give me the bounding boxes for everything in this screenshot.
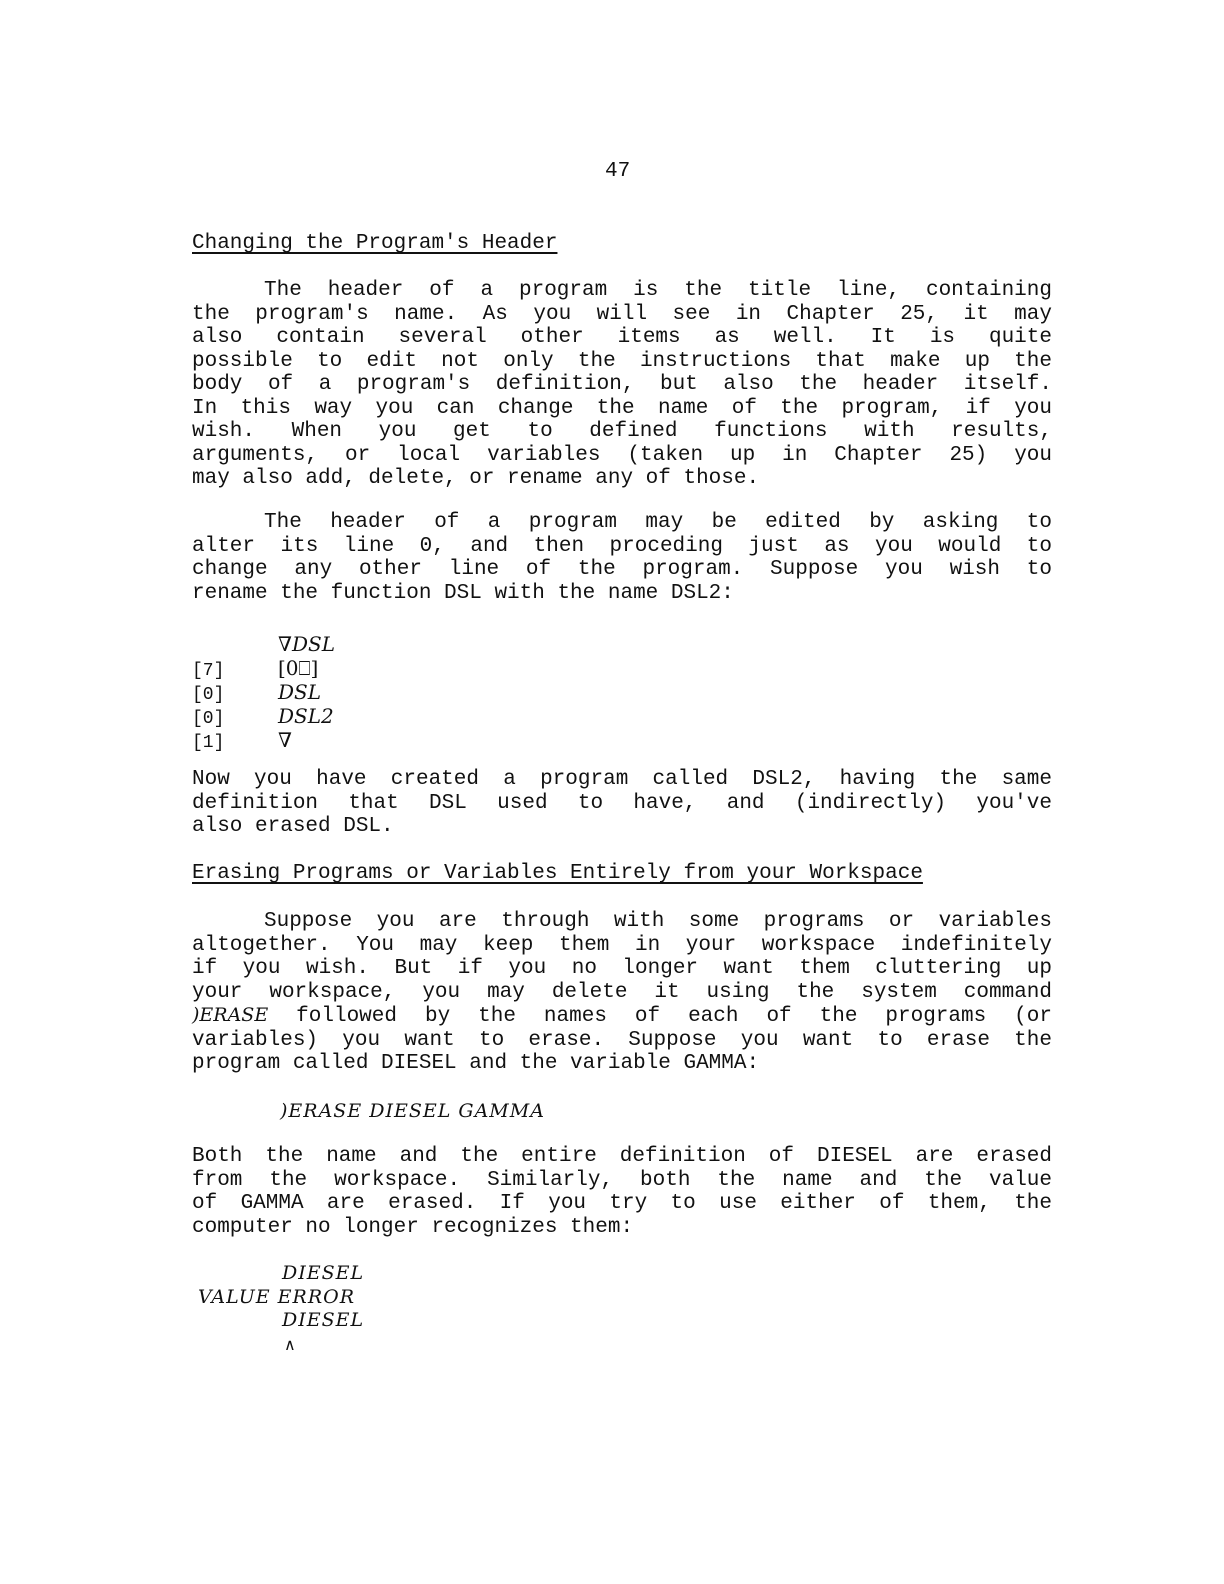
paragraph-header-edit (192, 511, 1052, 605)
erase-command-example: )ERASE DIESEL GAMMA (280, 1100, 545, 1122)
text-line: change any other line of the program. Suppose you wish to (192, 558, 1052, 581)
page-number: 47 (605, 160, 631, 183)
line-label: [0] (192, 685, 225, 705)
line-label: [0] (192, 709, 225, 729)
text-line: definition that DSL used to have, and (indirectly) you've (192, 791, 1052, 815)
text-line: also contain several other items as well. It is quite (192, 326, 1052, 349)
text-line: In this way you can change the name of the program, if you (192, 396, 1052, 420)
text-line: your workspace, you may delete it using the system command (192, 980, 1052, 1004)
code-value: DSL (278, 680, 322, 704)
code-value: DSL2 (278, 704, 334, 728)
text-line: body of a program's definition, but also the header itself. (192, 373, 1052, 396)
code-echo: DIESEL (282, 1309, 365, 1331)
text-line: possible to edit not only the instructions that make up the (192, 349, 1052, 373)
section-heading-erasing: Erasing Programs or Variables Entirely from your Workspace (192, 862, 923, 885)
code-row (192, 704, 335, 728)
value-error-example (198, 1262, 364, 1356)
text-line: wish. When you get to defined functions with results, (192, 420, 1052, 443)
section-heading-changing-header: Changing the Program's Header (192, 232, 558, 255)
text-line: Both the name and the entire definition of DIESEL are erased (192, 1145, 1052, 1168)
paragraph-header-intro (192, 279, 1052, 491)
code-value: [0⎕] (278, 656, 319, 680)
text-line: Suppose you are through with some programs or variables (264, 910, 1052, 933)
text-line: alter its line 0, and then proceding just as you would to (192, 534, 1052, 558)
text-line: of GAMMA are erased. If you try to use either of them, the (192, 1192, 1052, 1215)
code-row (192, 656, 335, 680)
text-line: from the workspace. Similarly, both the name and the value (192, 1168, 1052, 1192)
text-line (192, 1004, 1052, 1029)
code-value: ∇DSL (278, 632, 335, 656)
code-row (192, 728, 335, 752)
text-line: the program's name. As you will see in Chapter 25, it may (192, 302, 1052, 326)
text-line: may also add, delete, or rename any of those. (192, 467, 760, 490)
error-message: VALUE ERROR (198, 1285, 356, 1308)
text-line: variables) you want to erase. Suppose you want to erase the (192, 1028, 1052, 1052)
text-line: computer no longer recognizes them: (192, 1215, 634, 1239)
code-input: DIESEL (282, 1262, 365, 1284)
paragraph-erase-intro (192, 910, 1052, 1076)
line-label: [7] (192, 661, 225, 681)
text-line: arguments, or local variables (taken up in Chapter 25) you (192, 443, 1052, 467)
text-line: also erased DSL. (192, 815, 394, 838)
code-row (192, 632, 335, 656)
code-row (192, 680, 335, 704)
error-caret: ∧ (284, 1334, 297, 1354)
erase-command-inline: )ERASE (192, 1004, 269, 1026)
paragraph-rename-result (192, 768, 1052, 839)
text-fragment: followed by the names of each of the programs (or (268, 1005, 1052, 1028)
text-line: Now you have created a program called DSL2, having the same (192, 768, 1052, 791)
text-line: rename the function DSL with the name DSL2: (192, 581, 734, 605)
text-line: The header of a program is the title line, containing (264, 279, 1052, 302)
text-line: The header of a program may be edited by asking to (264, 511, 1052, 534)
paragraph-erase-result (192, 1145, 1052, 1239)
text-line: altogether. You may keep them in your workspace indefinitely (192, 933, 1052, 957)
text-line: program called DIESEL and the variable GAMMA: (192, 1052, 760, 1075)
text-line: if you wish. But if you no longer want them cluttering up (192, 957, 1052, 980)
code-value: ∇ (278, 728, 292, 752)
code-example-rename (192, 632, 335, 752)
line-label: [1] (192, 733, 225, 753)
